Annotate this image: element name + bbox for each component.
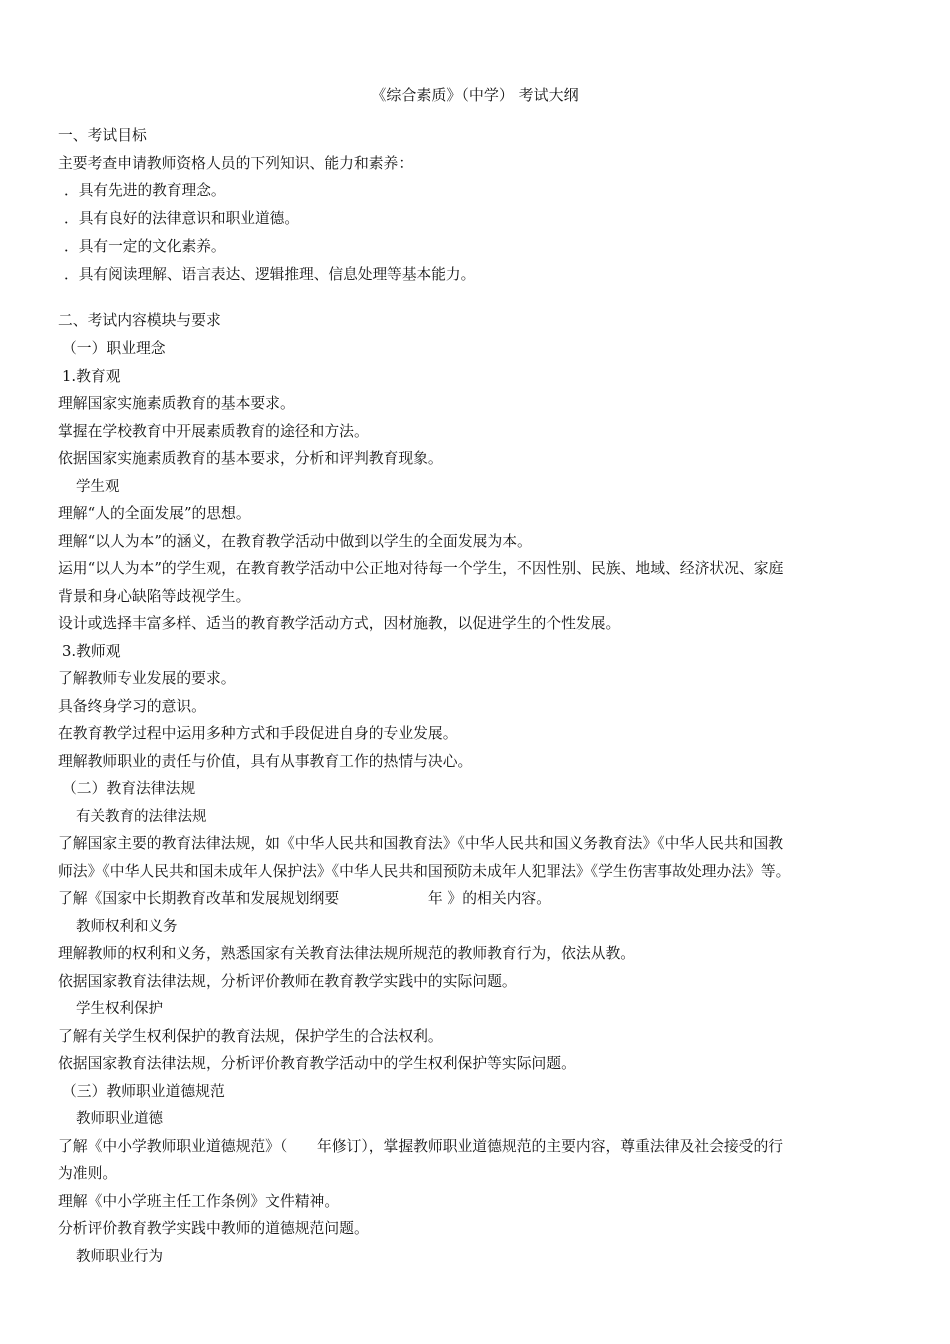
subsection-heading: （二）教育法律法规: [62, 780, 196, 797]
paragraph: 为准则。: [58, 1165, 118, 1182]
paragraph: 背景和身心缺陷等歧视学生。: [58, 588, 251, 605]
paragraph: 理解“人的全面发展”的思想。: [58, 505, 251, 522]
topic-heading: 1.教育观: [62, 368, 121, 385]
bullet-item: ．具有良好的法律意识和职业道德。: [64, 210, 300, 227]
paragraph: 师法》《中华人民共和国未成年人保护法》《中华人民共和国预防未成年人犯罪法》《学生伤害事故处理办法》等。: [58, 863, 791, 880]
paragraph: 了解教师专业发展的要求。: [58, 670, 236, 687]
paragraph: 依据国家实施素质教育的基本要求，分析和评判教育现象。: [58, 450, 443, 467]
bullet-item: ．具有阅读理解、语言表达、逻辑推理、信息处理等基本能力。: [64, 266, 476, 283]
paragraph: 依据国家教育法律法规，分析评价教师在教育教学实践中的实际问题。: [58, 973, 517, 990]
bullet-item: ．具有一定的文化素养。: [64, 238, 226, 255]
paragraph: 掌握在学校教育中开展素质教育的途径和方法。: [58, 423, 369, 440]
paragraph: 了解《中小学教师职业道德规范》（ 年修订），掌握教师职业道德规范的主要内容，尊重法律及社会接受的行: [58, 1138, 784, 1155]
paragraph: 理解“以人为本”的涵义，在教育教学活动中做到以学生的全面发展为本。: [58, 533, 532, 550]
paragraph: 运用“以人为本”的学生观，在教育教学活动中公正地对待每一个学生，不因性别、民族、地域、经济状况、家庭: [58, 560, 784, 577]
paragraph: 理解国家实施素质教育的基本要求。: [58, 395, 295, 412]
paragraph: 了解有关学生权利保护的教育法规，保护学生的合法权利。: [58, 1028, 443, 1045]
bullet-item: ．具有先进的教育理念。: [64, 182, 226, 199]
paragraph: 分析评价教育教学实践中教师的道德规范问题。: [58, 1220, 369, 1237]
section-heading: 一、考试目标: [58, 127, 147, 144]
paragraph: 理解教师职业的责任与价值，具有从事教育工作的热情与决心。: [58, 753, 473, 770]
paragraph: 理解教师的权利和义务，熟悉国家有关教育法律法规所规范的教师教育行为，依法从教。: [58, 945, 636, 962]
paragraph: 设计或选择丰富多样、适当的教育教学活动方式，因材施教，以促进学生的个性发展。: [58, 615, 621, 632]
paragraph: 了解《国家中长期教育改革和发展规划纲要 年 》的相关内容。: [58, 890, 552, 907]
paragraph: 主要考查申请教师资格人员的下列知识、能力和素养：: [58, 155, 414, 172]
paragraph: 具备终身学习的意识。: [58, 698, 206, 715]
subsection-heading: （一）职业理念: [62, 340, 166, 357]
paragraph: 在教育教学过程中运用多种方式和手段促进自身的专业发展。: [58, 725, 458, 742]
topic-heading: 教师权利和义务: [76, 919, 178, 935]
topic-heading: 有关教育的法律法规: [76, 809, 207, 825]
topic-heading: 3.教师观: [62, 643, 121, 660]
paragraph: 理解《中小学班主任工作条例》文件精神。: [58, 1193, 340, 1210]
subsection-heading: （三）教师职业道德规范: [62, 1083, 225, 1100]
paragraph: 了解国家主要的教育法律法规，如《中华人民共和国教育法》《中华人民共和国义务教育法》《中华人民共和国教: [58, 835, 784, 852]
page-title: 《综合素质》（中学） 考试大纲: [371, 86, 579, 104]
topic-heading: 学生观: [76, 479, 120, 495]
paragraph: 依据国家教育法律法规，分析评价教育教学活动中的学生权利保护等实际问题。: [58, 1055, 576, 1072]
topic-heading: 教师职业道德: [76, 1111, 163, 1127]
topic-heading: 教师职业行为: [76, 1249, 163, 1265]
section-heading: 二、考试内容模块与要求: [58, 312, 221, 329]
topic-heading: 学生权利保护: [76, 1001, 163, 1017]
